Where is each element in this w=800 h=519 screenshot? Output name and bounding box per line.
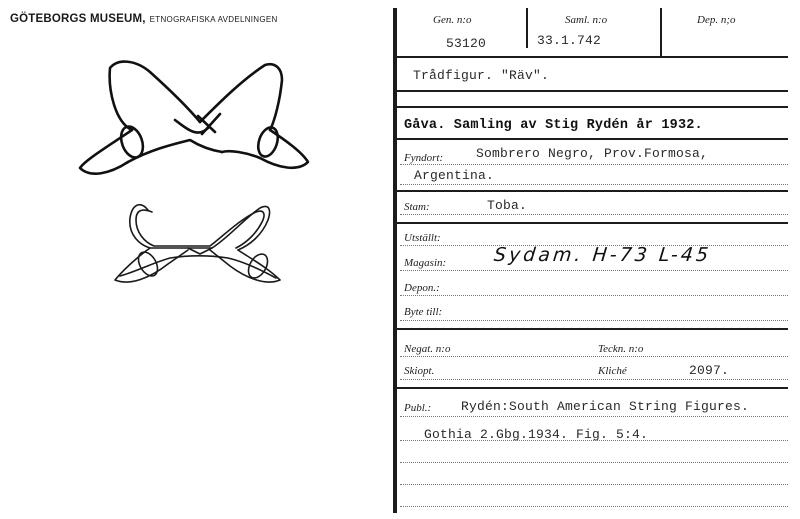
negat-label: Negat. n:o: [404, 343, 451, 355]
depon-label: Depon.:: [404, 282, 440, 294]
rule-stam: [397, 222, 788, 224]
department-name: ETNOGRAFISKA AVDELNINGEN: [149, 15, 278, 24]
kliche-value: 2097.: [689, 363, 730, 378]
publ-line-1: Rydén:South American String Figures.: [461, 399, 750, 414]
stam-label: Stam:: [404, 201, 430, 213]
dotted-line: [400, 320, 788, 321]
dotted-line: [400, 214, 788, 215]
dotted-line: [400, 416, 788, 417]
museum-name: GÖTEBORGS MUSEUM,: [10, 13, 146, 25]
dotted-line: [400, 506, 788, 507]
magasin-value: Sydam. H-73 L-45: [492, 244, 713, 266]
card-header: [10, 9, 278, 27]
publ-line-2: Gothia 2.Gbg.1934. Fig. 5:4.: [424, 427, 649, 442]
fyndort-line-1: Sombrero Negro, Prov.Formosa,: [476, 146, 709, 161]
dotted-line: [400, 164, 788, 165]
acquisition-text: Gåva. Samling av Stig Rydén år 1932.: [404, 118, 703, 133]
dotted-line: [400, 356, 788, 357]
string-figure-drawing: [70, 50, 330, 300]
utstallt-label: Utställt:: [404, 232, 441, 244]
byte-label: Byte till:: [404, 306, 443, 318]
dep-label: Dep. n;o: [697, 14, 736, 26]
top-row-separator-2: [660, 8, 662, 56]
publ-label: Publ.:: [404, 402, 432, 414]
dotted-line: [400, 184, 788, 185]
object-title: Trådfigur. "Räv".: [413, 68, 550, 83]
saml-value: 33.1.742: [537, 33, 602, 48]
gen-label: Gen. n:o: [433, 14, 472, 26]
rule-title-2: [397, 106, 788, 108]
stam-value: Toba.: [487, 198, 528, 213]
teckn-label: Teckn. n:o: [598, 343, 644, 355]
saml-label: Saml. n:o: [565, 14, 608, 26]
dotted-line: [400, 484, 788, 485]
gen-value: 53120: [446, 36, 487, 51]
dotted-line: [400, 295, 788, 296]
rule-top-row: [397, 56, 788, 58]
rule-title: [397, 90, 788, 92]
fyndort-line-2: Argentina.: [414, 168, 495, 183]
dotted-line: [400, 379, 788, 380]
card-divider-vertical: [393, 8, 397, 513]
rule-fyndort: [397, 190, 788, 192]
rule-storage: [397, 328, 788, 330]
dotted-line: [400, 270, 788, 271]
skiopt-label: Skiopt.: [404, 365, 435, 377]
magasin-label: Magasin:: [404, 257, 447, 269]
fyndort-label: Fyndort:: [404, 152, 444, 164]
rule-images: [397, 387, 788, 389]
top-row-separator-1: [526, 8, 528, 48]
rule-acquisition: [397, 138, 788, 140]
dotted-line: [400, 440, 788, 441]
kliche-label: Kliché: [598, 365, 627, 377]
dotted-line: [400, 462, 788, 463]
